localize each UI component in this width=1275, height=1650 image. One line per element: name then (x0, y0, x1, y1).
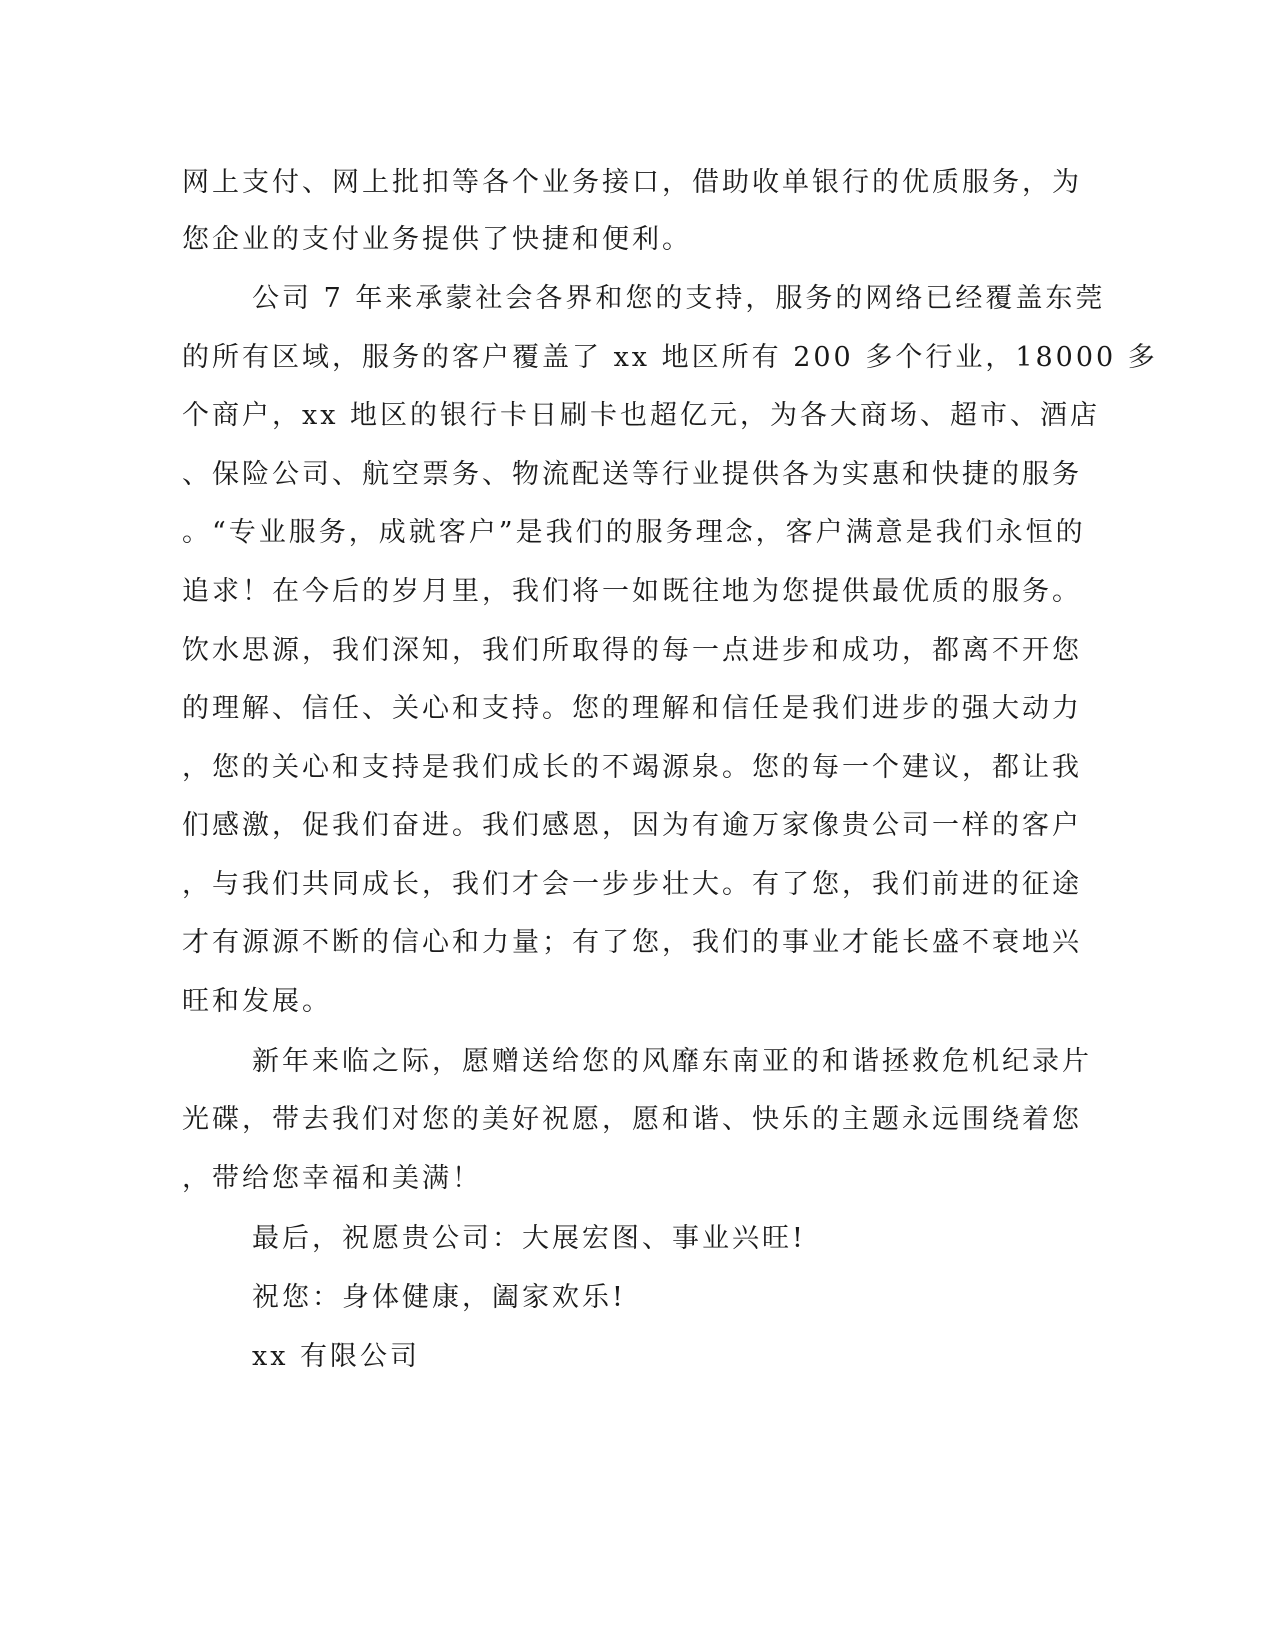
signature-company-name: xx 有限公司 (252, 1341, 421, 1372)
paragraph-2-line-13: 旺和发展。 (182, 986, 332, 1017)
paragraph-2-line-1: 公司 7 年来承蒙社会各界和您的支持，服务的网络已经覆盖东莞 (252, 283, 1106, 314)
paragraph-2-line-2: 的所有区域，服务的客户覆盖了 xx 地区所有 200 多个行业，18000 多 (182, 342, 1158, 373)
paragraph-2-line-4: 、保险公司、航空票务、物流配送等行业提供各为实惠和快捷的服务 (182, 459, 1082, 490)
closing-wish-company: 最后，祝愿贵公司：大展宏图、事业兴旺! (252, 1223, 806, 1254)
paragraph-3-line-1: 新年来临之际，愿赠送给您的风靡东南亚的和谐拯救危机纪录片 (252, 1046, 1092, 1077)
paragraph-2-line-7: 饮水思源，我们深知，我们所取得的每一点进步和成功，都离不开您 (182, 635, 1082, 666)
paragraph-2-line-11: ，与我们共同成长，我们才会一步步壮大。有了您，我们前进的征途 (182, 869, 1082, 900)
paragraph-2-line-10: 们感激，促我们奋进。我们感恩，因为有逾万家像贵公司一样的客户 (182, 810, 1082, 841)
paragraph-2-line-5: 。“专业服务，成就客户”是我们的服务理念，客户满意是我们永恒的 (182, 517, 1086, 548)
closing-wish-personal: 祝您：身体健康，阖家欢乐! (252, 1282, 626, 1313)
text-line-1: 网上支付、网上批扣等各个业务接口，借助收单银行的优质服务，为 (182, 167, 1082, 198)
paragraph-2-line-6: 追求！在今后的岁月里，我们将一如既往地为您提供最优质的服务。 (182, 576, 1082, 607)
text-line-2: 您企业的支付业务提供了快捷和便利。 (182, 224, 692, 255)
paragraph-3-line-3: ，带给您幸福和美满！ (182, 1163, 482, 1194)
paragraph-3-line-2: 光碟，带去我们对您的美好祝愿，愿和谐、快乐的主题永远围绕着您 (182, 1104, 1082, 1135)
paragraph-2-line-9: ，您的关心和支持是我们成长的不竭源泉。您的每一个建议，都让我 (182, 752, 1082, 783)
paragraph-2-line-12: 才有源源不断的信心和力量；有了您，我们的事业才能长盛不衰地兴 (182, 927, 1082, 958)
paragraph-2-line-8: 的理解、信任、关心和支持。您的理解和信任是我们进步的强大动力 (182, 693, 1082, 724)
paragraph-2-line-3: 个商户，xx 地区的银行卡日刷卡也超亿元，为各大商场、超市、酒店 (182, 400, 1101, 431)
